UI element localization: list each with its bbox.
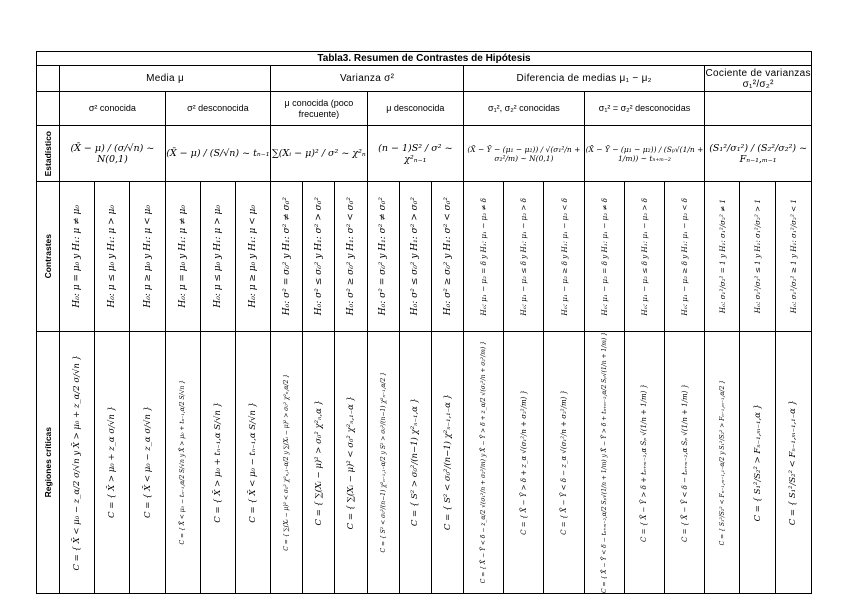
row-label-contrastes-text: Contrastes (43, 234, 54, 279)
critical-region: C = { S² < σ₀²/(n−1) χ²ₙ₋₁,₁₋α } (442, 394, 453, 531)
sub-sigma-desconocida: σ² desconocida (165, 92, 271, 126)
stat-var-mu-desconocida: (n − 1)S² / σ² ~ χ²ₙ₋₁ (367, 126, 463, 182)
contrast-cell (584, 182, 624, 332)
sub-cociente-empty (705, 92, 812, 126)
corner-cell (37, 66, 60, 92)
critical-region-cell (130, 332, 165, 594)
contrast-cell (740, 182, 775, 332)
critical-region-cell (705, 332, 740, 594)
group-media: Media μ (60, 66, 271, 92)
sub-sigmas-conocidas: σ₁², σ₂² conocidas (464, 92, 585, 126)
critical-region-cell (399, 332, 431, 594)
contrast-hypothesis: H₀: σ² = σ₀² y H₁: σ² ≠ σ₀² (281, 197, 292, 316)
critical-region: C = { X̄ < μ₀ − tₙ₋₁,α S/√n } (248, 402, 259, 523)
contrast-hypothesis: H₀: μ₁ − μ₂ ≥ δ y H₁: μ₁ − μ₂ < δ (680, 197, 690, 316)
stat-media-conocida: (X̄ − μ) / (σ/√n) ~ N(0,1) (60, 126, 166, 182)
critical-region: C = { X̄ − Ȳ > δ + z_α √(σ₁²/n + σ₂²/m) } (519, 390, 528, 535)
critical-region: C = { S² < σ₀²/(n−1) χ²ₙ₋₁,₁₋α/2 y S² > σ₀²/(n−1) χ²ₙ₋₁,α/2 } (379, 372, 387, 553)
contrast-cell (95, 182, 130, 332)
contrast-cell (367, 182, 399, 332)
critical-region: C = { X̄ − Ȳ < δ − z_α/2 √(σ₁²/n + σ₂²/m) y X̄ − Ȳ > δ + z_α/2 √(σ₁²/n + σ₂²/m) } (480, 341, 488, 584)
critical-region-cell (303, 332, 335, 594)
critical-region-cell (335, 332, 367, 594)
critical-region: C = { X̄ < μ₀ − z_α σ/√n } (142, 406, 153, 519)
sub-sigma-conocida: σ² conocida (60, 92, 166, 126)
sub-sigmas-iguales: σ₁² = σ₂² desconocidas (584, 92, 705, 126)
critical-region: C = { X̄ < μ₀ − tₙ₋₁,α/2 S/√n y X̄ > μ₀ + tₙ₋₁,α/2 S/√n } (179, 380, 187, 545)
hypothesis-tests-table (36, 51, 812, 594)
critical-region-cell (584, 332, 624, 594)
contrast-cell (504, 182, 544, 332)
row-label-regiones (37, 332, 60, 594)
critical-region: C = { S₁²/S₂² < Fₙ₋₁,ₘ₋₁,₁₋α } (788, 399, 799, 526)
contrast-hypothesis: H₀: μ₁ − μ₂ ≤ δ y H₁: μ₁ − μ₂ > δ (519, 197, 529, 316)
row-label-estadistico-text: Estadístico (43, 130, 54, 177)
contrast-hypothesis: H₀: σ² ≥ σ₀² y H₁: σ² < σ₀² (346, 197, 357, 316)
table-title: Tabla3. Resumen de Contrastes de Hipótesis (37, 52, 812, 66)
row-label-estadistico (37, 126, 60, 182)
contrast-hypothesis: H₀: σ² ≤ σ₀² y H₁: σ² > σ₀² (410, 197, 421, 316)
critical-region-cell (60, 332, 95, 594)
contrast-hypothesis: H₀: μ₁ − μ₂ ≤ δ y H₁: μ₁ − μ₂ > δ (639, 197, 649, 316)
critical-region: C = { X̄ − Ȳ < δ − tₙ₊ₘ₋₂,α Sₚ √(1/n + 1/m) } (680, 383, 689, 542)
contrast-cell (303, 182, 335, 332)
sub-mu-conocida: μ conocida (poco frecuente) (271, 92, 367, 126)
contrast-hypothesis: H₀: μ ≤ μ₀ y H₁: μ > μ₀ (107, 205, 118, 308)
critical-region: C = { X̄ < μ₀ − z_α/2 σ/√n y X̄ > μ₀ + z_α/2 σ/√n } (72, 354, 83, 571)
contrast-cell (705, 182, 740, 332)
contrast-cell (335, 182, 367, 332)
critical-region-cell (464, 332, 504, 594)
stat-media-desconocida: (X̄ − μ) / (S/√n) ~ tₙ₋₁ (165, 126, 271, 182)
contrast-hypothesis: H₀: σ₁²/σ₂² ≥ 1 y H₁: σ₁²/σ₂² < 1 (788, 199, 798, 314)
critical-region-cell (665, 332, 705, 594)
critical-region: C = { X̄ − Ȳ > δ + tₙ₊ₘ₋₂,α Sₚ √(1/n + 1/m) } (640, 383, 649, 542)
critical-region-cell (367, 332, 399, 594)
contrast-hypothesis: H₀: σ² = σ₀² y H₁: σ² ≠ σ₀² (378, 197, 389, 316)
contrast-cell (235, 182, 270, 332)
contrast-cell (200, 182, 235, 332)
stat-var-mu-conocida: ∑(Xᵢ − μ)² / σ² ~ χ²ₙ (271, 126, 367, 182)
stat-dif-iguales: (X̄ − Ȳ − (μ₁ − μ₂)) / (Sₚ√(1/n + 1/m)) ~ tₙ₊ₘ₋₂ (584, 126, 705, 182)
contrast-hypothesis: H₀: σ² ≥ σ₀² y H₁: σ² < σ₀² (442, 197, 453, 316)
critical-region-cell (200, 332, 235, 594)
contrast-hypothesis: H₀: μ₁ − μ₂ = δ y H₁: μ₁ − μ₂ ≠ δ (599, 197, 609, 316)
group-cociente: Cociente de varianzas σ₁²/σ₂² (705, 67, 811, 90)
critical-region-cell (624, 332, 664, 594)
contrast-cell (464, 182, 504, 332)
contrast-hypothesis: H₀: μ = μ₀ y H₁: μ ≠ μ₀ (177, 205, 188, 308)
contrast-hypothesis: H₀: μ₁ − μ₂ = δ y H₁: μ₁ − μ₂ ≠ δ (479, 197, 489, 316)
critical-region-cell (775, 332, 811, 594)
contrast-cell (60, 182, 95, 332)
critical-region: C = { ∑(Xᵢ − μ)² < σ₀² χ²ₙ,₁₋α } (346, 395, 357, 530)
group-diferencia: Diferencia de medias μ₁ − μ₂ (464, 66, 705, 92)
row-label-contrastes (37, 182, 60, 332)
critical-region-cell (504, 332, 544, 594)
critical-region: C = { X̄ > μ₀ + tₙ₋₁,α S/√n } (212, 402, 223, 523)
contrast-cell (544, 182, 584, 332)
contrast-cell (271, 182, 303, 332)
contrast-hypothesis: H₀: μ ≤ μ₀ y H₁: μ > μ₀ (212, 205, 223, 308)
contrast-hypothesis: H₀: σ₁²/σ₂² = 1 y H₁: σ₁²/σ₂² ≠ 1 (717, 199, 727, 314)
critical-region: C = { ∑(Xᵢ − μ)² < σ₀² χ²ₙ,₁₋α/2 y ∑(Xᵢ − μ)² > σ₀² χ²ₙ,α/2 } (283, 374, 291, 551)
contrast-hypothesis: H₀: σ₁²/σ₂² ≤ 1 y H₁: σ₁²/σ₂² > 1 (753, 199, 763, 314)
contrast-hypothesis: H₀: μ₁ − μ₂ ≥ δ y H₁: μ₁ − μ₂ < δ (559, 197, 569, 316)
contrast-cell (165, 182, 200, 332)
critical-region-cell (95, 332, 130, 594)
sub-mu-desconocida: μ desconocida (367, 92, 463, 126)
critical-region-cell (235, 332, 270, 594)
critical-region: C = { X̄ > μ₀ + z_α σ/√n } (107, 406, 118, 519)
contrast-cell (431, 182, 463, 332)
row-label-regiones-text: Regiones críticas (43, 427, 54, 498)
stat-dif-conocidas: (X̄ − Ȳ − (μ₁ − μ₂)) / √(σ₁²/n + σ₂²/m) ~ N(0,1) (464, 126, 585, 182)
contrast-cell (775, 182, 811, 332)
contrast-cell (624, 182, 664, 332)
critical-region: C = { S² > σ₀²/(n−1) χ²ₙ₋₁,α } (410, 398, 421, 527)
critical-region-cell (544, 332, 584, 594)
group-varianza: Varianza σ² (271, 66, 464, 92)
critical-region: C = { ∑(Xᵢ − μ)² > σ₀² χ²ₙ,α } (313, 399, 324, 526)
corner-cell-2 (37, 92, 60, 126)
critical-region-cell (740, 332, 775, 594)
contrast-cell (665, 182, 705, 332)
critical-region-cell (165, 332, 200, 594)
critical-region: C = { S₁²/S₂² > Fₙ₋₁,ₘ₋₁,α } (752, 403, 763, 522)
critical-region-cell (271, 332, 303, 594)
contrast-hypothesis: H₀: μ ≥ μ₀ y H₁: μ < μ₀ (248, 205, 259, 308)
contrast-hypothesis: H₀: σ² ≤ σ₀² y H₁: σ² > σ₀² (313, 197, 324, 316)
critical-region-cell (431, 332, 463, 594)
critical-region: C = { X̄ − Ȳ < δ − tₙ₊ₘ₋₂,α/2 Sₚ√(1/n + 1/m) y X̄ − Ȳ > δ + tₙ₊ₘ₋₂,α/2 Sₚ√(1/n + 1/m) } (600, 332, 608, 593)
stat-cociente: (S₁²/σ₁²) / (S₂²/σ₂²) ~ Fₙ₋₁,ₘ₋₁ (705, 126, 812, 182)
contrast-hypothesis: H₀: μ = μ₀ y H₁: μ ≠ μ₀ (72, 205, 83, 308)
critical-region: C = { X̄ − Ȳ < δ − z_α √(σ₁²/n + σ₂²/m) } (560, 390, 569, 535)
contrast-hypothesis: H₀: μ ≥ μ₀ y H₁: μ < μ₀ (142, 205, 153, 308)
contrast-cell (399, 182, 431, 332)
critical-region: C = { S₁²/S₂² < Fₙ₋₁,ₘ₋₁,₁₋α/2 y S₁²/S₂² > Fₙ₋₁,ₘ₋₁,α/2 } (718, 379, 726, 546)
contrast-cell (130, 182, 165, 332)
